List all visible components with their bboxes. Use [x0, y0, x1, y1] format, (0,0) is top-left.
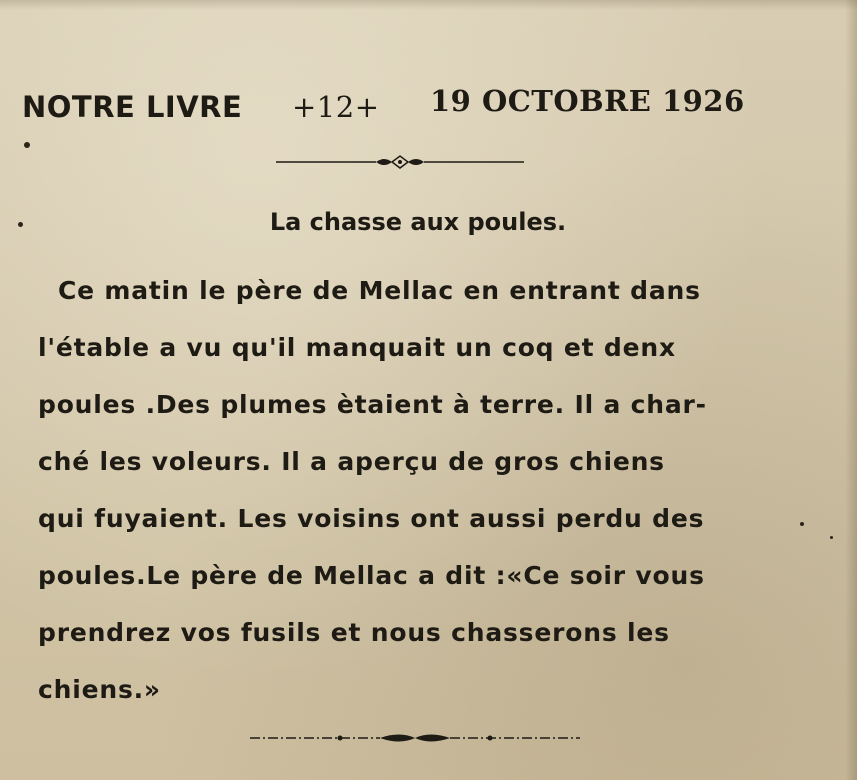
article-title: La chasse aux poules.: [269, 208, 567, 236]
header: [22, 84, 745, 132]
paper-edge-right: [845, 0, 857, 780]
publication-name: NOTRE LIVRE: [22, 90, 243, 124]
body-line: qui fuyaient. Les voisins ont aussi perdu des: [38, 504, 705, 533]
ink-speck: [18, 222, 23, 227]
body-line: poules.Le père de Mellac a dit :«Ce soir vous: [38, 561, 705, 590]
article-body: [38, 262, 778, 718]
bottom-ornamental-rule: [250, 728, 580, 748]
body-line: ché les voleurs. Il a aperçu de gros chiens: [38, 447, 665, 476]
body-line: chiens.»: [38, 675, 161, 704]
ink-speck: [24, 142, 30, 148]
paper-edge-top: [0, 0, 857, 10]
ink-speck: [800, 522, 804, 526]
body-line: l'étable a vu qu'il manquait un coq et denx: [38, 333, 676, 362]
body-line: Ce matin le père de Mellac en entrant dans: [58, 276, 701, 305]
issue-number: +12+: [292, 90, 380, 124]
body-line: poules .Des plumes ètaient à terre. Il a char-: [38, 390, 707, 419]
issue-date: 19 OCTOBRE 1926: [430, 84, 745, 118]
body-line: prendrez vos fusils et nous chasserons les: [38, 618, 670, 647]
ornamental-divider: [276, 150, 524, 174]
ink-speck: [830, 536, 833, 539]
